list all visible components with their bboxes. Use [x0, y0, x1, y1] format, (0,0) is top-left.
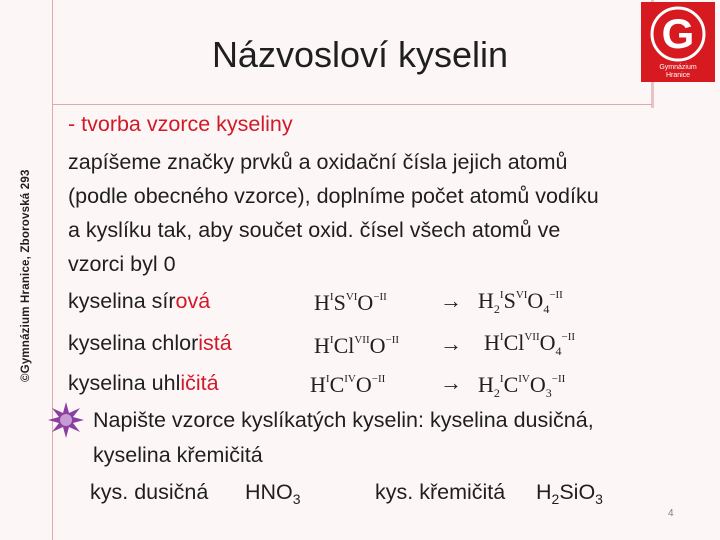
title-underline — [52, 104, 652, 105]
logo-letter: G — [661, 10, 695, 57]
body-line-4: vzorci byl 0 — [68, 252, 176, 276]
acid-name-3: kyselina uhličitá — [68, 371, 219, 395]
task-line-1: Napište vzorce kyslíkatých kyselin: kyselina dusičná, — [93, 408, 594, 432]
body-line-2: (podle obecného vzorce), doplníme počet atomů vodíku — [68, 184, 599, 208]
copyright-vertical-text: ©Gymnázium Hranice, Zborovská 293 — [20, 169, 32, 382]
answer-2-formula: $H_2SiO_3$ — [536, 480, 603, 507]
task-line-2: kyselina křemičitá — [93, 443, 263, 467]
body-line-3: a kyslíku tak, aby součet oxid. čísel všech atomů ve — [68, 218, 561, 242]
arrow-icon: → — [440, 370, 462, 395]
body-line-1: zapíšeme značky prvků a oxidační čísla jejich atomů — [68, 150, 568, 174]
logo-text-line2: Hranice — [665, 72, 691, 79]
answer-1-formula: $HNO_3$ — [245, 480, 301, 507]
acid-name-2: kyselina chloristá — [68, 331, 232, 355]
acid-3-formula: $H_2^IC^{IV}O_3^{-II}$ — [478, 372, 566, 400]
acid-2-oxidation-formula: $H^ICl^{VII}O^{-II}$ — [314, 333, 400, 358]
acid-name-1: kyselina sírová — [68, 289, 211, 313]
school-logo — [639, 0, 717, 84]
logo-text-line1: Gymnázium — [659, 64, 697, 71]
answer-2-label: kys. křemičitá — [375, 480, 506, 504]
acid-1-oxidation-formula: $H^IS^{VI}O^{-II}$ — [314, 290, 387, 315]
slide-title: Názvosloví kyselin — [211, 34, 509, 75]
section-heading: - tvorba vzorce kyseliny — [68, 112, 293, 136]
star-bullet-icon — [48, 402, 84, 438]
acid-2-formula: $H^ICl^{VII}O_4^{-II}$ — [484, 330, 576, 358]
arrow-icon: → — [440, 331, 462, 356]
acid-1-formula: $H_2^IS^{VI}O_4^{-II}$ — [478, 288, 563, 316]
arrow-icon: → — [440, 288, 462, 313]
acid-3-oxidation-formula: $H^IC^{IV}O^{-II}$ — [310, 372, 386, 397]
left-rule — [52, 0, 53, 540]
answer-1-label: kys. dusičná — [90, 480, 209, 504]
page-number: 4 — [668, 508, 674, 519]
